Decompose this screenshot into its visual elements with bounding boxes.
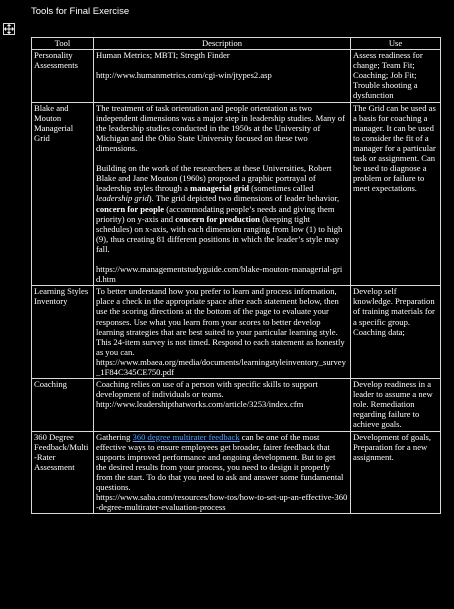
description-text: The treatment of task orientation and people orientation as two independent dimensions was a major step in leadership studies. Many of the leadership studies conducted in the 1950s at the University of Michigan and the Ohio State University focused on these two dimensions. bbox=[96, 102, 345, 153]
table-row bbox=[32, 286, 441, 379]
emphasis-text: concern for people bbox=[96, 203, 165, 214]
reference-url[interactable]: https://www.saba.com/resources/how-tos/how-to-set-up-an-effective-360-degree-multirater-evaluation-process bbox=[96, 492, 348, 513]
use-cell: Develop readiness in a leader to assume a new role. Remediation regarding failure to achieve goals. bbox=[351, 379, 441, 431]
tool-cell: Personality Assessments bbox=[32, 50, 94, 102]
reference-url[interactable]: http://www.humanmetrics.com/cgi-win/jtypes2.asp bbox=[96, 70, 272, 81]
table-row bbox=[32, 50, 441, 102]
tool-cell: Learning Styles Inventory bbox=[32, 286, 94, 379]
description-text: Gathering 360 degree multirater feedback can be one of the most effective ways to ensure employees get broader, fairer feedback that supports improved performance and ongoing development. But to get the desired results from your process, you need to design it properly from the start. To do that you need to ask and answer some fundamental questions. bbox=[96, 431, 344, 493]
reference-url[interactable]: https://www.mbaea.org/media/documents/learningstyleinventory_survey_1F84C345CE750.pdf bbox=[96, 356, 346, 377]
use-cell: The Grid can be used as a basis for coaching a manager. It can be used to consider the fit of a manager for a particular task or assignment. Can be used to diagnose a problem or failure to meet expectations. bbox=[351, 102, 441, 286]
tool-cell: 360 Degree Feedback/Multi-Rater Assessment bbox=[32, 431, 94, 514]
description-cell bbox=[94, 379, 351, 431]
tool-cell: Coaching bbox=[32, 379, 94, 431]
description-text: To better understand how you prefer to learn and process information, place a check in the appropriate space after each statement below, then use the scoring directions at the bottom of the page to evaluate your responses. Use what you learn from your scores to better develop learning strategies that are best suited to your particular learning style. This 24-item survey is not timed. Respond to each statement as honestly as you can. bbox=[96, 286, 345, 357]
header-use: Use bbox=[351, 38, 441, 50]
description-cell bbox=[94, 102, 351, 286]
description-cell bbox=[94, 50, 351, 102]
description-text: Human Metrics; MBTI; Stregth Finder bbox=[96, 50, 230, 61]
use-cell: Develop self knowledge. Preparation of training materials for a specific group. Coaching data; bbox=[351, 286, 441, 379]
emphasis-text: leadership grid bbox=[96, 193, 149, 204]
table-row bbox=[32, 102, 441, 286]
reference-url[interactable]: http://www.leadershipthatworks.com/article/3253/index.cfm bbox=[96, 399, 304, 410]
tool-cell: Blake and Mouton Managerial Grid bbox=[32, 102, 94, 286]
table-header-row bbox=[32, 38, 441, 50]
description-text: Coaching relies on use of a person with specific skills to support development of individuals or teams. bbox=[96, 379, 318, 400]
emphasis-text: concern for production bbox=[175, 213, 260, 224]
table-row bbox=[32, 431, 441, 514]
document-heading: Tools for Final Exercise bbox=[31, 6, 130, 17]
table-row bbox=[32, 379, 441, 431]
description-text: Building on the work of the researchers at these Universities, Robert Blake and Jane Mouton (1960s) proposed a graphic portrayal of leadership styles through a managerial grid (sometimes called leadership grid). The grid depicted two dimensions of leader behavior, concern for people (accommodating people’s needs and giving them priority) on y-axis and concern for production (keeping tight schedules) on x-axis, with each dimension ranging from low (1) to high (9), thus creating 81 different positions in which the leader’s style may fall. bbox=[96, 163, 343, 254]
tools-table bbox=[31, 37, 441, 514]
use-cell: Assess readiness for change; Team Fit; Coaching; Job Fit; Trouble shooting a dysfunction bbox=[351, 50, 441, 102]
feedback-link[interactable]: 360 degree multirater feedback bbox=[132, 431, 240, 442]
header-description: Description bbox=[94, 38, 351, 50]
header-tool: Tool bbox=[32, 38, 94, 50]
use-cell: Development of goals, Preparation for a new assignment. bbox=[351, 431, 441, 514]
description-cell bbox=[94, 286, 351, 379]
reference-url[interactable]: https://www.managementstudyguide.com/blake-mouton-managerial-grid.htm bbox=[96, 264, 343, 285]
description-cell bbox=[94, 431, 351, 514]
table-move-handle-icon[interactable] bbox=[3, 23, 15, 35]
emphasis-text: managerial grid bbox=[190, 183, 250, 194]
